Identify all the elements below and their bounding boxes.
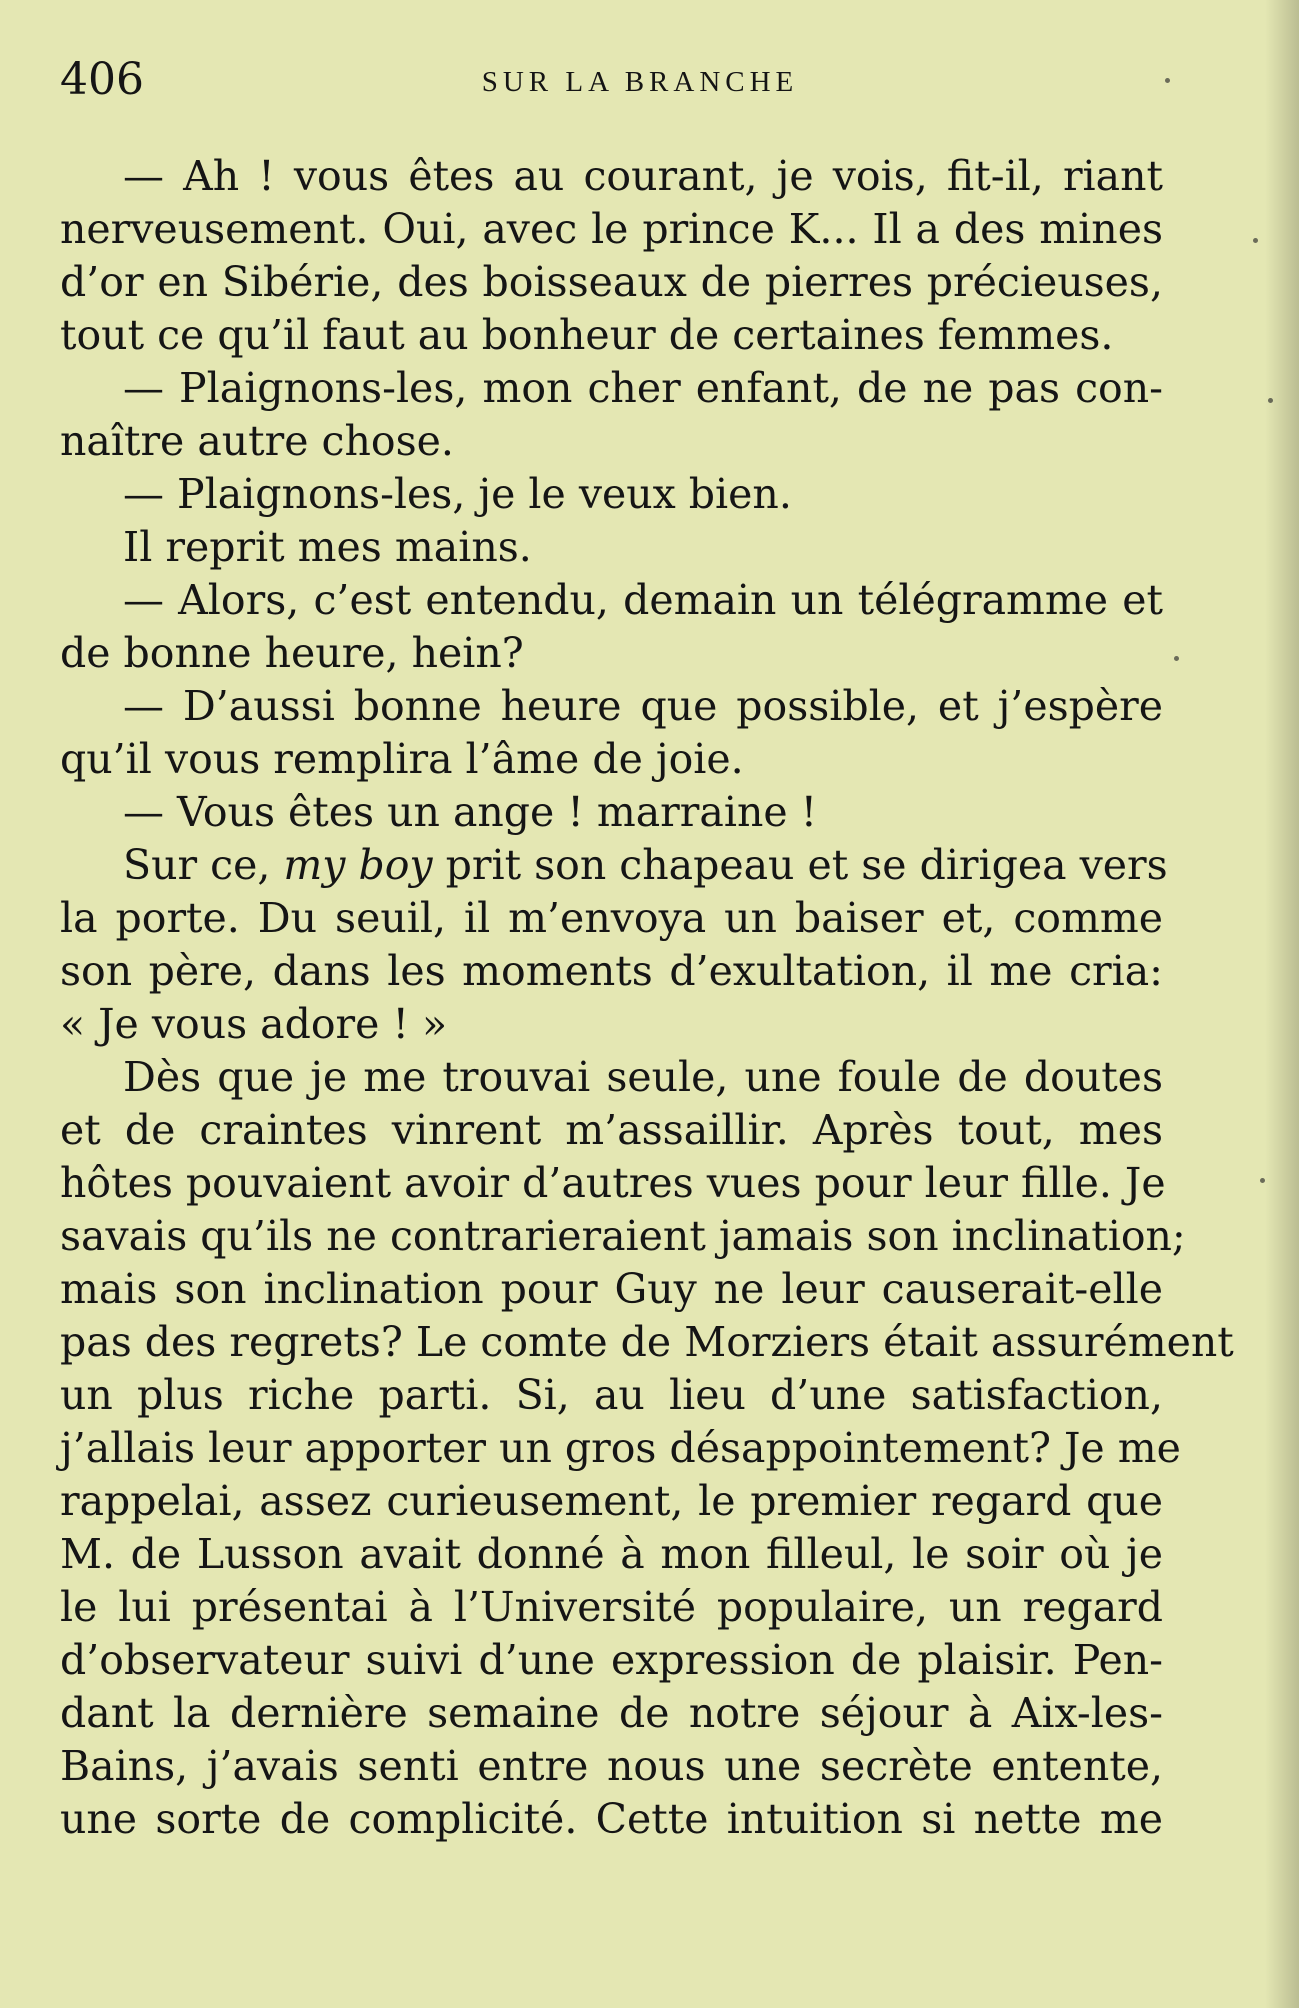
text-line: — Plaignons-les, je le veux bien. [123,470,792,518]
text-line: savais qu’ils ne contrarieraient jamais son inclination; [60,1212,1186,1260]
text-fragment: prit son chapeau et se dirigea vers [432,841,1168,889]
page-header [60,54,1220,110]
running-head: SUR LA BRANCHE [481,66,799,98]
italic-text: my boy [283,841,433,889]
page-number: 406 [60,54,144,105]
text-line: — Plaignons-les, mon cher enfant, de ne pas con- [123,364,1163,412]
text-line: un plus riche parti. Si, au lieu d’une satisfaction, [60,1371,1163,1419]
text-fragment: Sur ce, [123,841,284,889]
text-line: qu’il vous remplira l’âme de joie. [60,735,744,783]
scan-speck [1260,1178,1265,1183]
text-line: et de craintes vinrent m’assaillir. Après tout, mes [60,1106,1163,1154]
scan-speck [1268,398,1273,403]
page-edge-shadow [1265,0,1299,2008]
scan-speck [1165,78,1170,83]
text-line: pas des regrets? Le comte de Morziers était assurément [60,1318,1234,1366]
text-line: — Vous êtes un ange ! marraine ! [123,788,818,836]
text-line: mais son inclination pour Guy ne leur causerait-elle [60,1265,1163,1313]
body-text [60,150,1234,1846]
text-line: nerveusement. Oui, avec le prince K... Il a des mines [60,205,1163,253]
text-line: rappelai, assez curieusement, le premier regard que [60,1477,1163,1525]
text-line: Dès que je me trouvai seule, une foule de doutes [123,1053,1163,1101]
text-line: — Ah ! vous êtes au courant, je vois, fit-il, riant [123,152,1163,200]
text-line: Bains, j’avais senti entre nous une secrète entente, [60,1742,1163,1790]
text-line: d’or en Sibérie, des boisseaux de pierres précieuses, [60,258,1163,306]
text-line: « Je vous adore ! » [60,1000,448,1048]
text-line: la porte. Du seuil, il m’envoya un baiser et, comme [60,894,1163,942]
text-line [60,839,1168,892]
text-line: une sorte de complicité. Cette intuition si nette me [60,1795,1163,1843]
text-line: j’allais leur apporter un gros désappointement? Je me [60,1424,1181,1472]
text-line: d’observateur suivi d’une expression de plaisir. Pen- [60,1636,1163,1684]
text-line: de bonne heure, hein? [60,629,524,677]
text-line: — Alors, c’est entendu, demain un télégramme et [123,576,1163,624]
text-line: dant la dernière semaine de notre séjour à Aix-les- [60,1689,1163,1737]
text-line: tout ce qu’il faut au bonheur de certaines femmes. [60,311,1114,359]
scan-speck [1174,656,1179,661]
text-line: — D’aussi bonne heure que possible, et j’espère [123,682,1163,730]
text-line: le lui présentai à l’Université populaire, un regard [60,1583,1163,1631]
text-line: Il reprit mes mains. [123,523,532,571]
text-line: hôtes pouvaient avoir d’autres vues pour leur fille. Je [60,1159,1166,1207]
text-line: naître autre chose. [60,417,454,465]
text-line: son père, dans les moments d’exultation, il me cria: [60,947,1163,995]
text-line: M. de Lusson avait donné à mon filleul, le soir où je [60,1530,1163,1578]
scan-speck [1253,238,1258,243]
